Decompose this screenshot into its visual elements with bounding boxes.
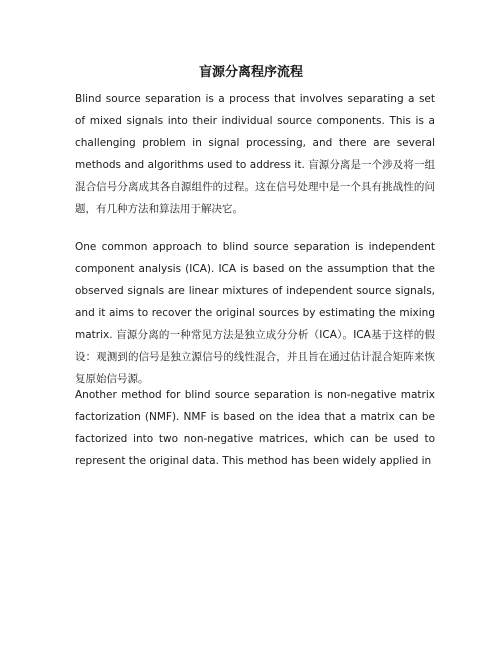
paragraph-1-english: Blind source separation is a process that involves separating a set of mixed signals into their individual source components. This is a challenging problem in signal processing, and there are several methods and algorithms used to address it. (75, 93, 435, 171)
paragraph-2-english: One common approach to blind source separation is independent component analysis (ICA). ICA is based on the assumption that the observed signals are linear mixtures of independent source signals, and it aims to recover the original sources by estimating the mixing matrix. (75, 241, 435, 341)
paragraph-3-english: Another method for blind source separation is non-negative matrix factorization (NMF). NMF is based on the idea that a matrix can be factorized into two non-negative matrices, which can be used to represent the original data. This method has been widely applied in (75, 389, 435, 467)
document-title: 盲源分离程序流程 (198, 65, 303, 80)
paragraph-1 (75, 88, 435, 220)
paragraph-1-chinese: 盲源分离是一个涉及将一组混合信号分离成其各自源组件的过程。这在信号处理中是一个具有挑战性的问题，有几种方法和算法用于解决它。 (75, 159, 436, 215)
paragraph-2-chinese: 盲源分离的一种常见方法是独立成分分析（ICA）。ICA基于这样的假设：观测到的信号是独立源信号的线性混合，并且旨在通过估计混合矩阵来恢复原始信号源。 (75, 329, 435, 385)
paragraph-2 (75, 236, 435, 390)
paragraph-3 (75, 384, 435, 472)
